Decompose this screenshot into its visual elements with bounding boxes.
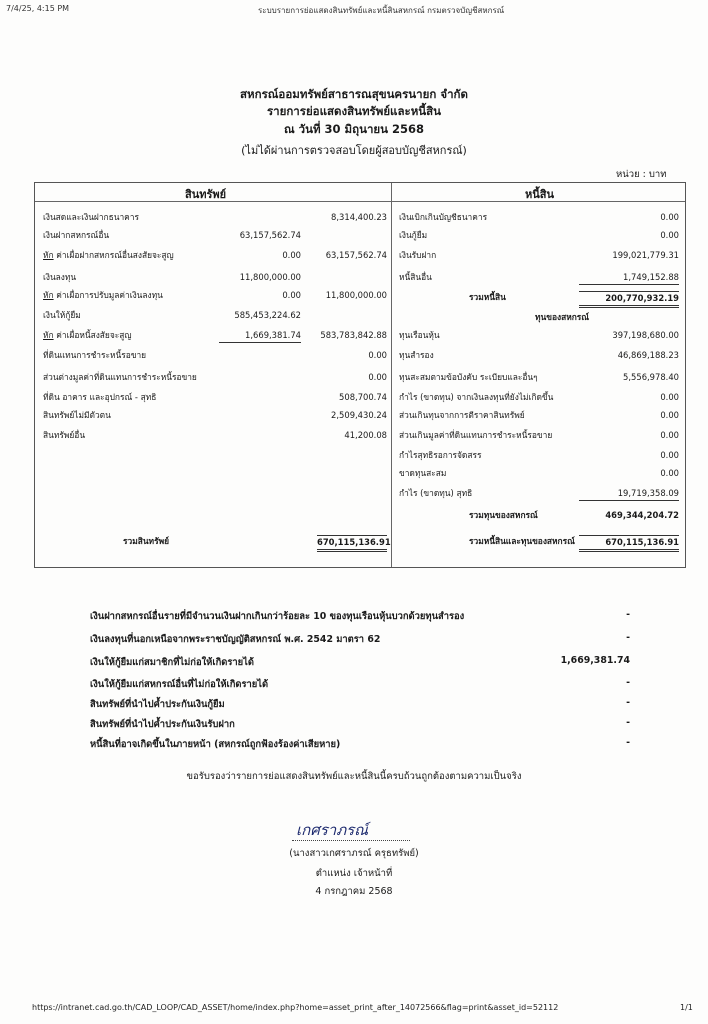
deduct-prefix: หัก (43, 330, 54, 340)
note-value: - (626, 697, 630, 708)
liabilities-total-label: รวมหนี้สิน (469, 292, 506, 302)
equity-row (399, 349, 679, 362)
liability-row (399, 271, 679, 284)
certification-statement: ขอรับรองว่ารายการย่อแสดงสินทรัพย์และหนี้สินนี้ครบถ้วนถูกต้องตามความเป็นจริง (186, 771, 522, 782)
equity-value: 0.00 (660, 468, 679, 478)
asset-label (43, 391, 156, 404)
equity-label: ขาดทุนสะสม (399, 468, 447, 478)
equity-row (399, 429, 679, 442)
signature-line (292, 840, 410, 841)
equity-row (399, 409, 679, 422)
asset-label-text: เงินสดและเงินฝากธนาคาร (43, 212, 139, 222)
note-label: เงินลงทุนที่นอกเหนือจากพระราชบัญญัติสหกรณ์ พ.ศ. 2542 มาตรา 62 (90, 634, 381, 645)
asset-label (43, 229, 109, 242)
equity-label: กำไร (ขาดทุน) จากเงินลงทุนที่ยังไม่เกิดขึ้น (399, 392, 554, 402)
note-value: - (626, 677, 630, 688)
equity-row (399, 329, 679, 342)
equity-total-label: รวมทุนของสหกรณ์ (469, 510, 538, 520)
equity-total-value: 469,344,204.72 (605, 510, 679, 520)
liability-row (399, 211, 679, 224)
asset-row (43, 409, 387, 422)
asset-value: 11,800,000.00 (325, 290, 387, 300)
liability-value: 1,749,152.88 (579, 271, 679, 285)
asset-label-text: ค่าเผื่อฝากสหกรณ์อื่นสงสัยจะสูญ (53, 250, 174, 260)
asset-label (43, 211, 139, 224)
asset-subvalue: 11,800,000.00 (239, 272, 301, 282)
equity-label: กำไร (ขาดทุน) สุทธิ (399, 488, 473, 498)
asset-subvalue: 585,453,224.62 (234, 310, 301, 320)
asset-label (43, 289, 163, 302)
note-value: 1,669,381.74 (560, 655, 630, 666)
asset-row (43, 371, 387, 384)
assets-total-row (43, 535, 391, 548)
asset-row (43, 211, 387, 224)
equity-header: ทุนของสหกรณ์ (535, 312, 590, 322)
assets-total-label: รวมสินทรัพย์ (123, 536, 170, 546)
asset-value: 63,157,562.74 (325, 250, 387, 260)
equity-label: ทุนสะสมตามข้อบังคับ ระเบียบและอื่นๆ (399, 372, 538, 382)
report-title: รายการย่อแสดงสินทรัพย์และหนี้สิน (266, 104, 442, 118)
liability-value: 0.00 (660, 212, 679, 222)
equity-row (399, 467, 679, 480)
equity-label: กำไรสุทธิรอการจัดสรร (399, 450, 482, 460)
asset-row (43, 429, 387, 442)
liability-value: 0.00 (660, 230, 679, 240)
report-date: ณ วันที่ 30 มิถุนายน 2568 (283, 122, 425, 136)
liability-label: หนี้สินอื่น (399, 272, 432, 282)
liability-value: 199,021,779.31 (612, 250, 679, 260)
asset-label (43, 271, 76, 284)
asset-label-text: สินทรัพย์อื่น (43, 430, 86, 440)
org-name: สหกรณ์ออมทรัพย์สาธารณสุขนครนายก จำกัด (240, 87, 468, 101)
equity-total-row (399, 509, 679, 522)
liability-label: เงินกู้ยืม (399, 230, 428, 240)
signer-name: (นางสาวเกศราภรณ์ ครุธทรัพย์) (289, 848, 419, 859)
print-page-number: 1/1 (680, 1003, 693, 1012)
note-label: เงินให้กู้ยืมแก่สมาชิกที่ไม่ก่อให้เกิดรายได้ (90, 657, 254, 668)
asset-value: 0.00 (368, 350, 387, 360)
liabilities-header: หนี้สิน (525, 188, 555, 201)
asset-label-text: เงินฝากสหกรณ์อื่น (43, 230, 110, 240)
asset-label (43, 409, 111, 422)
asset-label (43, 429, 85, 442)
asset-row (43, 349, 387, 362)
asset-label-text: เงินให้กู้ยืม (43, 310, 81, 320)
assets-total-value: 670,115,136.91 (317, 535, 387, 552)
print-page-title: ระบบรายการย่อแสดงสินทรัพย์และหนี้สินสหกรณ์ กรมตรวจบัญชีสหกรณ์ (258, 6, 505, 15)
signer-position: ตำแหน่ง เจ้าหน้าที่ (315, 868, 393, 879)
equity-value: 19,719,358.09 (579, 487, 679, 501)
asset-row (43, 271, 387, 284)
certification-date: 4 กรกฎาคม 2568 (315, 886, 393, 897)
asset-label-text: ค่าเผื่อหนี้สงสัยจะสูญ (53, 330, 132, 340)
balance-sheet-table (34, 182, 686, 568)
liability-label: เงินเบิกเกินบัญชีธนาคาร (399, 212, 488, 222)
equity-row (399, 449, 679, 462)
deduct-prefix: หัก (43, 250, 54, 260)
equity-value: 0.00 (660, 410, 679, 420)
note-label: หนี้สินที่อาจเกิดขึ้นในภายหน้า (สหกรณ์ถูกฟ้องร้องค่าเสียหาย) (90, 739, 341, 750)
equity-label: ทุนสำรอง (399, 350, 434, 360)
equity-label: ส่วนเกินทุนจากการตีราคาสินทรัพย์ (399, 410, 525, 420)
liabilities-total-value: 200,770,932.19 (579, 291, 679, 308)
equity-row (399, 371, 679, 384)
asset-row (43, 309, 387, 322)
equity-value: 0.00 (660, 430, 679, 440)
asset-row (43, 329, 387, 342)
asset-value: 0.00 (368, 372, 387, 382)
print-url: https://intranet.cad.go.th/CAD_LOOP/CAD_ASSET/home/index.php?home=asset_print_after_14072566&flag=print&asset_id=52112 (32, 1003, 559, 1012)
equity-row (399, 391, 679, 404)
equity-value: 0.00 (660, 392, 679, 402)
note-label: เงินให้กู้ยืมแก่สหกรณ์อื่นที่ไม่ก่อให้เกิดรายได้ (90, 679, 269, 690)
asset-row (43, 249, 387, 262)
asset-label (43, 329, 131, 342)
equity-value: 46,869,188.23 (617, 350, 679, 360)
audit-note: (ไม่ได้ผ่านการตรวจสอบโดยผู้สอบบัญชีสหกรณ์) (241, 144, 467, 157)
asset-value: 508,700.74 (339, 392, 387, 402)
equity-value: 0.00 (660, 450, 679, 460)
grand-total-value: 670,115,136.91 (579, 535, 679, 552)
deduct-prefix: หัก (43, 290, 54, 300)
asset-value: 2,509,430.24 (331, 410, 387, 420)
liability-row (399, 229, 679, 242)
print-datetime: 7/4/25, 4:15 PM (6, 4, 70, 13)
asset-label-text: ค่าเผื่อการปรับมูลค่าเงินลงทุน (53, 290, 163, 300)
asset-value: 41,200.08 (344, 430, 387, 440)
note-value: - (626, 632, 630, 643)
equity-value: 397,198,680.00 (612, 330, 679, 340)
asset-subvalue: 63,157,562.74 (239, 230, 301, 240)
note-value: - (626, 717, 630, 728)
grand-total-label: รวมหนี้สินและทุนของสหกรณ์ (469, 536, 575, 546)
asset-label (43, 309, 81, 322)
asset-label (43, 349, 146, 362)
asset-subvalue: 0.00 (282, 290, 301, 300)
asset-label-text: ที่ดินแทนการชำระหนี้รอขาย (43, 350, 147, 360)
equity-label: ทุนเรือนหุ้น (399, 330, 440, 340)
liabilities-total-row (399, 291, 679, 304)
liability-row (399, 249, 679, 262)
grand-total-row (399, 535, 679, 548)
assets-header: สินทรัพย์ (185, 188, 227, 201)
asset-label-text: ส่วนต่างมูลค่าที่ดินแทนการชำระหนี้รอขาย (43, 372, 197, 382)
asset-label-text: ที่ดิน อาคาร และอุปกรณ์ - สุทธิ (43, 392, 157, 402)
asset-label-text: เงินลงทุน (43, 272, 77, 282)
asset-row (43, 289, 387, 302)
note-label: สินทรัพย์ที่นำไปค้ำประกันเงินรับฝาก (90, 719, 235, 730)
asset-label (43, 371, 197, 384)
equity-value: 5,556,978.40 (623, 372, 679, 382)
note-label: สินทรัพย์ที่นำไปค้ำประกันเงินกู้ยืม (90, 699, 225, 710)
asset-value: 8,314,400.23 (331, 212, 387, 222)
asset-subvalue: 0.00 (282, 250, 301, 260)
note-value: - (626, 609, 630, 620)
asset-label (43, 249, 174, 262)
asset-value: 583,783,842.88 (320, 330, 387, 340)
unit-label: หน่วย : บาท (616, 169, 667, 180)
asset-subvalue: 1,669,381.74 (219, 329, 301, 343)
asset-row (43, 229, 387, 242)
equity-row (399, 487, 679, 500)
asset-label-text: สินทรัพย์ไม่มีตัวตน (43, 410, 111, 420)
note-value: - (626, 737, 630, 748)
asset-row (43, 391, 387, 404)
signature: เกศราภรณ์ (296, 821, 369, 839)
equity-label: ส่วนเกินมูลค่าที่ดินแทนการชำระหนี้รอขาย (399, 430, 553, 440)
liability-label: เงินรับฝาก (399, 250, 437, 260)
note-label: เงินฝากสหกรณ์อื่นรายที่มีจำนวนเงินฝากเกินกว่าร้อยละ 10 ของทุนเรือนหุ้นบวกด้วยทุนสำรอง (90, 611, 465, 622)
